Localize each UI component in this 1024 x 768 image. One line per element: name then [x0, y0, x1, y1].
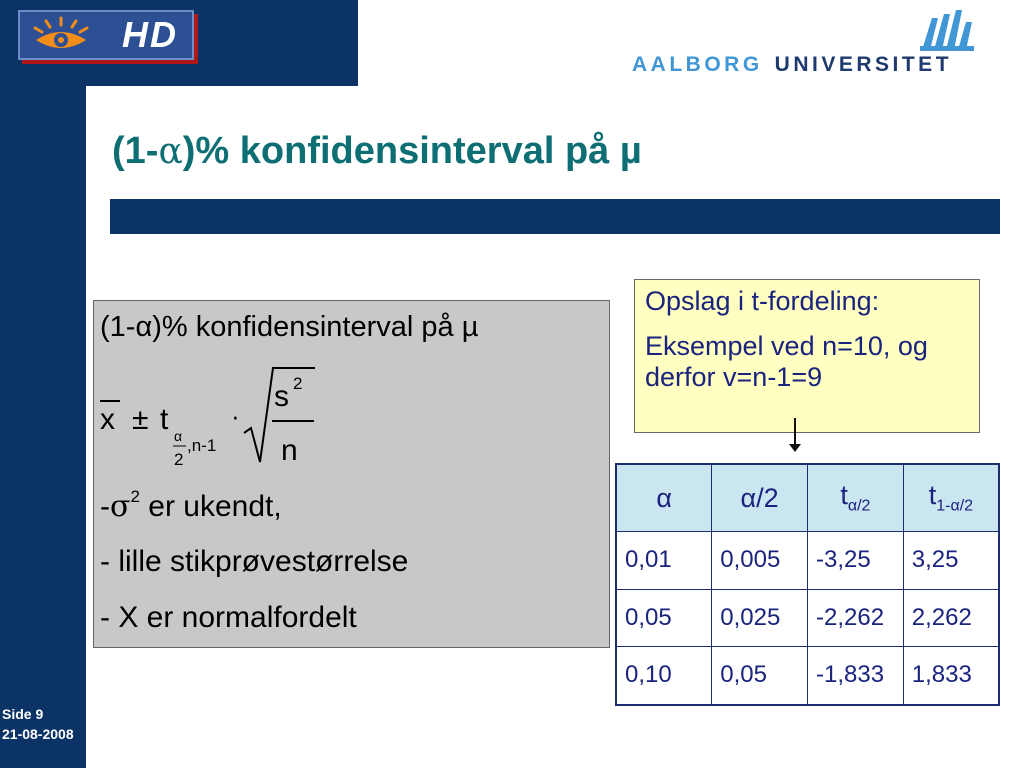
hd-logo — [18, 10, 194, 60]
table-cell: 3,25 — [903, 532, 999, 590]
aalborg-word: AALBORG — [632, 53, 763, 76]
condition-text: er ukendt, — [148, 490, 282, 523]
condition-normal: - X er normalfordelt — [100, 601, 357, 634]
subscript-two: 2 — [174, 450, 184, 469]
table-cell: 0,025 — [712, 589, 808, 647]
confidence-interval-formula — [94, 361, 611, 481]
t-distribution-table — [615, 463, 1000, 706]
header-t-main: t — [928, 480, 937, 511]
header-t-one-minus-alpha-half — [903, 464, 999, 532]
condition-dash: - — [100, 490, 110, 523]
slide-title — [112, 130, 642, 173]
formula-heading: (1-α)% konfidensinterval på µ — [100, 311, 479, 343]
arrow-line — [794, 418, 796, 446]
title-underline-band — [110, 199, 1000, 234]
condition-sigma-unknown — [100, 489, 282, 524]
sigma-exponent: 2 — [130, 487, 140, 506]
table-cell: -2,262 — [808, 589, 904, 647]
title-suffix: )% konfidensinterval på µ — [182, 130, 642, 172]
table-cell: 0,01 — [616, 532, 712, 590]
note-line-1: Opslag i t-fordeling: — [645, 286, 880, 316]
table-cell: 2,262 — [903, 589, 999, 647]
arrow-down-icon — [789, 444, 801, 452]
note-box — [634, 279, 980, 433]
table-cell: 0,10 — [616, 647, 712, 705]
hd-logo-text: HD — [122, 14, 178, 55]
n-symbol: n — [281, 434, 298, 467]
subscript-alpha: α — [174, 428, 183, 444]
left-navy-bar — [0, 0, 86, 768]
table-row — [616, 532, 999, 590]
plus-minus-symbol: ± — [132, 403, 149, 436]
formula-box — [93, 300, 610, 648]
header-alpha: α — [616, 464, 712, 532]
table-cell: 0,05 — [712, 647, 808, 705]
page-number: Side 9 — [2, 706, 44, 722]
table-row — [616, 647, 999, 705]
universitet-word: UNIVERSITET — [774, 53, 953, 76]
header-alpha-half: α/2 — [712, 464, 808, 532]
title-prefix: (1- — [112, 130, 159, 172]
sigma-symbol: σ — [110, 489, 131, 524]
slide-date: 21-08-2008 — [2, 726, 74, 742]
condition-small-sample: - lille stikprøvestørrelse — [100, 545, 409, 578]
header-t-sub: α/2 — [847, 497, 871, 515]
table-cell: 1,833 — [903, 647, 999, 705]
xbar-symbol: x — [100, 403, 115, 436]
table-header-row — [616, 464, 999, 532]
table-cell: 0,005 — [712, 532, 808, 590]
s-exponent: 2 — [293, 374, 303, 393]
s-symbol: s — [274, 380, 289, 413]
aalborg-universitet-logo-text — [632, 53, 1016, 79]
table-cell: -3,25 — [808, 532, 904, 590]
header-t-main: t — [840, 480, 848, 511]
subscript-n-minus-1: ,n-1 — [187, 436, 217, 455]
table-cell: -1,833 — [808, 647, 904, 705]
note-line-2: Eksempel ved n=10, og derfor v=n-1=9 — [645, 331, 928, 393]
header-t-sub: 1-α/2 — [936, 497, 974, 515]
header-t-alpha-half — [808, 464, 904, 532]
slide-footer — [2, 704, 74, 744]
title-alpha: α — [158, 131, 183, 172]
eye-sun-icon — [30, 16, 92, 56]
table-cell: 0,05 — [616, 589, 712, 647]
t-symbol: t — [160, 403, 169, 436]
table-row — [616, 589, 999, 647]
aalborg-emblem-icon — [918, 8, 976, 54]
multiply-dot: · — [231, 401, 240, 431]
